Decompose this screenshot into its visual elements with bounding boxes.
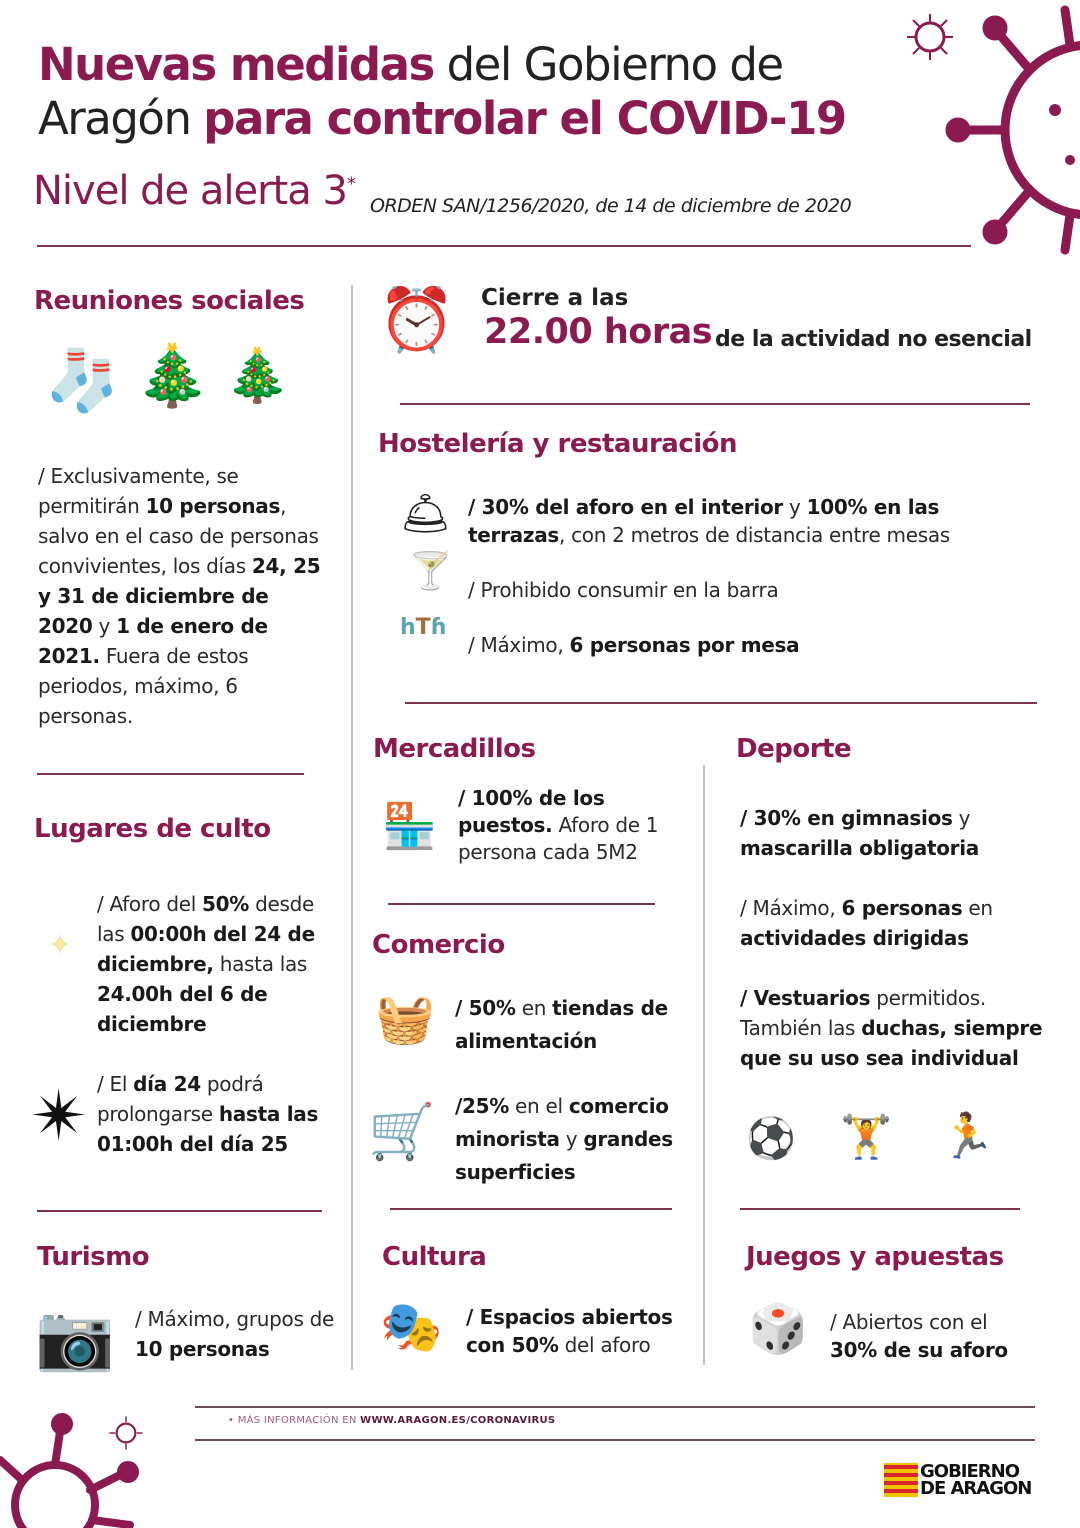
- cierre-label: Cierre a las: [481, 285, 629, 311]
- text-segment: y: [92, 614, 117, 638]
- text-segment: 6 personas por mesa: [569, 633, 800, 657]
- divider: [388, 903, 655, 905]
- text-segment: 24.00h del 6 de diciembre: [97, 982, 268, 1036]
- column-divider: [703, 765, 705, 1365]
- turismo-text: [135, 1304, 335, 1364]
- text-segment: Aforo de 1 persona cada 5M2: [458, 813, 659, 864]
- text-segment: / Exclusivamente, se permitirán: [38, 464, 239, 518]
- text-segment: 50%: [202, 892, 250, 916]
- text-segment: actividades dirigidas: [740, 926, 969, 950]
- text-segment: podrá prolongarse: [97, 1072, 264, 1126]
- text-segment: grandes superficies: [455, 1127, 673, 1184]
- grocery-basket-icon: 🧺: [375, 991, 435, 1047]
- hosteleria-item-3: [468, 630, 1028, 660]
- divider: [740, 1208, 1020, 1210]
- deporte-heading: Deporte: [736, 734, 852, 764]
- title-line-1: [38, 38, 783, 91]
- divider: [195, 1439, 1035, 1441]
- table-chairs-icon: h T ɦ: [400, 615, 447, 640]
- aragon-flag-icon: [884, 1463, 918, 1497]
- text-segment: / El: [97, 1072, 134, 1096]
- divider: [405, 702, 1037, 704]
- text-segment: desde las: [97, 892, 315, 946]
- cierre-suffix: de la actividad no esencial: [715, 327, 1032, 352]
- text-segment: 10 personas: [145, 494, 281, 518]
- text-segment: /25%: [455, 1094, 509, 1118]
- cocktail-icon: 🍸: [408, 551, 453, 592]
- text-segment: / Prohibido consumir en la barra: [468, 578, 779, 602]
- culto-item-2: [97, 1069, 337, 1159]
- alert-level: Nivel de alerta 3*: [33, 168, 355, 214]
- mercadillos-text: [458, 785, 688, 866]
- culto-item-1: [97, 889, 347, 1039]
- mercadillos-heading: Mercadillos: [373, 734, 536, 764]
- text-segment: en el: [508, 1094, 569, 1118]
- sparkle-icon: ✦: [47, 927, 73, 963]
- divider: [390, 1208, 672, 1210]
- more-info: • MÁS INFORMACIÓN EN WWW.ARAGON.ES/CORONAVIRUS: [228, 1415, 556, 1426]
- weightlifter-icon: 🏋: [840, 1112, 893, 1161]
- text-segment: y: [952, 806, 971, 830]
- small-virus-bottom-icon: [108, 1415, 144, 1451]
- cultura-text: [466, 1303, 696, 1359]
- ornaments-icon: 🎄: [225, 346, 290, 406]
- text-segment: permitidos. También las: [740, 986, 986, 1040]
- text-segment: y: [559, 1127, 584, 1151]
- text-segment: 1 de enero de 2021.: [38, 614, 268, 668]
- camera-icon: 📷: [35, 1301, 115, 1375]
- soccer-ball-icon: ⚽: [746, 1116, 796, 1162]
- text-segment: hasta las 01:00h del día 25: [97, 1102, 319, 1156]
- divider: [195, 1406, 1035, 1408]
- text-segment: y: [783, 495, 807, 519]
- market-stall-icon: 🏪: [382, 801, 437, 852]
- comercio-heading: Comercio: [372, 930, 505, 960]
- hosteleria-item-1: [468, 493, 1038, 549]
- logo-line-2: DE ARAGON: [920, 1478, 1032, 1499]
- text-segment: / Máximo, grupos de: [135, 1307, 335, 1331]
- text-segment: en: [962, 896, 993, 920]
- text-segment: día 24: [133, 1072, 201, 1096]
- text-segment: tiendas de alimentación: [455, 996, 668, 1053]
- text-segment: en: [515, 996, 553, 1020]
- text-segment: Fuera de estos periodos, máximo, 6 personas.: [38, 644, 249, 728]
- culto-heading: Lugares de culto: [34, 814, 271, 844]
- text-segment: 6 personas: [841, 896, 963, 920]
- virus-decoration-icon: [940, 0, 1080, 260]
- text-segment: / Abiertos con el: [830, 1310, 988, 1334]
- column-divider: [351, 285, 353, 1370]
- gobierno-aragon-logo: [884, 1463, 1031, 1497]
- stocking-icon: 🧦: [45, 346, 120, 416]
- divider: [400, 403, 1030, 405]
- hosteleria-item-2: [468, 575, 1028, 605]
- text-segment: , con 2 metros de distancia entre mesas: [559, 523, 950, 547]
- comercio-item-2: [455, 1090, 700, 1189]
- christmas-tree-icon: 🎄: [135, 341, 210, 411]
- text-segment: Aragón: [38, 92, 204, 145]
- comercio-item-1: [455, 992, 695, 1058]
- text-segment: / Vestuarios: [740, 986, 871, 1010]
- small-virus-icon: [905, 12, 955, 62]
- text-segment: / 30% en gimnasios: [740, 806, 953, 830]
- serving-tray-icon: 🛎: [400, 491, 451, 537]
- star-icon: ✴: [30, 1075, 89, 1157]
- text-segment: comercio minorista: [455, 1094, 669, 1151]
- info-link[interactable]: WWW.ARAGON.ES/CORONAVIRUS: [360, 1415, 556, 1426]
- deporte-item-1: [740, 803, 1060, 863]
- divider: [37, 1210, 322, 1212]
- shopping-cart-icon: 🛒: [368, 1100, 436, 1163]
- deporte-item-3: [740, 983, 1060, 1073]
- text-segment: / Máximo,: [468, 633, 570, 657]
- text-segment: / 30% del aforo en el interior: [468, 495, 783, 519]
- turismo-heading: Turismo: [37, 1242, 150, 1272]
- theater-masks-icon: 🎭: [380, 1298, 443, 1356]
- runner-icon: 🏃: [940, 1111, 995, 1162]
- text-segment: 30% de su aforo: [830, 1338, 1008, 1362]
- juegos-heading: Juegos y apuestas: [746, 1242, 1004, 1272]
- alarm-clock-icon: ⏰: [378, 283, 456, 356]
- text-segment: / 100% de los puestos.: [458, 786, 605, 837]
- reuniones-text: [38, 461, 328, 731]
- text-segment: / Aforo del: [97, 892, 203, 916]
- text-segment: Nuevas medidas: [38, 38, 434, 91]
- juegos-text: [830, 1308, 1030, 1364]
- text-segment: duchas, siempre que su uso sea individual: [740, 1016, 1043, 1070]
- cierre-time: 22.00 horas: [484, 312, 713, 352]
- title-line-2: [38, 92, 846, 145]
- text-segment: 10 personas: [135, 1337, 270, 1361]
- text-segment: para controlar el COVID-19: [203, 92, 846, 145]
- deporte-item-2: [740, 893, 1060, 953]
- poker-chips-icon: 🎲: [748, 1301, 808, 1357]
- text-segment: hasta las: [213, 952, 308, 976]
- reuniones-heading: Reuniones sociales: [34, 286, 305, 316]
- text-segment: 24, 25 y 31 de diciembre de 2020: [38, 554, 321, 638]
- text-segment: 100% en las terrazas: [468, 495, 940, 547]
- text-segment: 00:00h del 24 de diciembre,: [97, 922, 315, 976]
- cultura-heading: Cultura: [382, 1242, 487, 1272]
- logo-line-1: GOBIERNO: [920, 1461, 1020, 1482]
- hosteleria-heading: Hostelería y restauración: [378, 429, 738, 459]
- text-segment: / Espacios abiertos con 50%: [466, 1305, 673, 1357]
- text-segment: del aforo: [558, 1333, 651, 1357]
- divider: [37, 773, 304, 775]
- text-segment: / Máximo,: [740, 896, 842, 920]
- text-segment: , salvo en el caso de personas convivientes, los días: [38, 494, 319, 578]
- text-segment: del Gobierno de: [433, 38, 783, 91]
- order-reference: ORDEN SAN/1256/2020, de 14 de diciembre de 2020: [370, 195, 852, 217]
- text-segment: / 50%: [455, 996, 516, 1020]
- divider: [37, 245, 971, 247]
- text-segment: mascarilla obligatoria: [740, 836, 979, 860]
